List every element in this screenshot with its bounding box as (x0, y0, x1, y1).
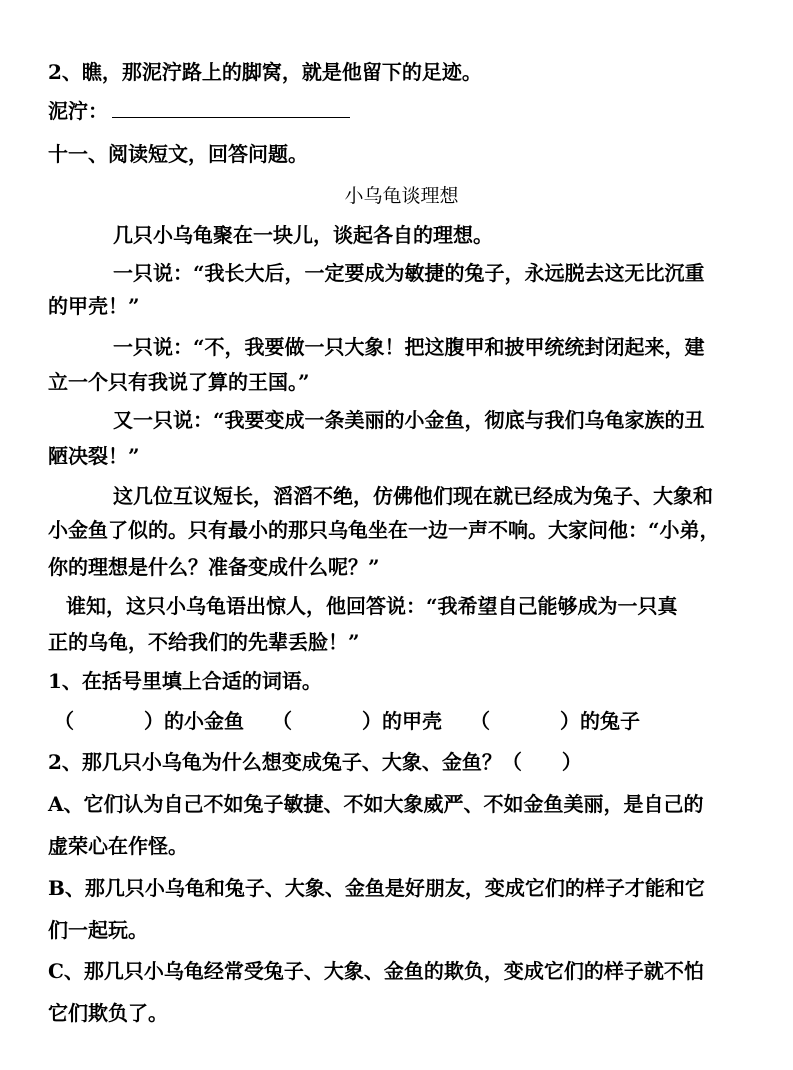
story-line: 这几位互议短长，滔滔不绝，仿佛他们现在就已经成为兔子、大象和 (113, 484, 713, 508)
option-b-line1: B、那几只小乌龟和兔子、大象、金鱼是好朋友，变成它们的样子才能和它 (48, 876, 705, 900)
story-line: 正的乌龟，不给我们的先辈丢脸！” (48, 630, 360, 654)
fill-item[interactable]: （ ）的甲壳 (272, 709, 442, 733)
q1-prompt: 1、在括号里填上合适的词语。 (48, 669, 322, 693)
q2-word-line (48, 97, 350, 125)
story-line: 陋决裂！” (48, 444, 140, 468)
story-line: 一只说：“我长大后，一定要成为敏捷的兔子，永远脱去这无比沉重 (113, 261, 705, 285)
option-a-line2: 虚荣心在作怪。 (48, 834, 188, 858)
section-heading: 十一、阅读短文，回答问题。 (48, 142, 308, 166)
q1-fill-row (54, 707, 640, 735)
story-line: 一只说：“不，我要做一只大象！把这腹甲和披甲统统封闭起来，建 (113, 335, 705, 359)
fill-item[interactable]: （ ）的小金鱼 (54, 709, 244, 733)
story-line: 你的理想是什么？准备变成什么呢？” (48, 555, 380, 579)
option-c-line1: C、那几只小乌龟经常受兔子、大象、金鱼的欺负，变成它们的样子就不怕 (48, 959, 704, 983)
story-line: 立一个只有我说了算的王国。” (48, 370, 310, 394)
story-line: 的甲壳！” (48, 294, 140, 318)
option-b-line2: 们一起玩。 (48, 918, 148, 942)
q2-word-label: 泥泞： (48, 99, 108, 123)
q2-sentence: 2、瞧，那泥泞路上的脚窝，就是他留下的足迹。 (48, 60, 482, 84)
answer-blank[interactable] (112, 97, 350, 118)
q2-prompt: 2、那几只小乌龟为什么想变成兔子、大象、金鱼？（ ） (48, 750, 582, 774)
story-line: 小金鱼了似的。只有最小的那只乌龟坐在一边一声不响。大家问他：“小弟， (48, 518, 720, 542)
story-line: 几只小乌龟聚在一块儿，谈起各自的理想。 (113, 223, 493, 247)
option-c-line2: 它们欺负了。 (48, 1001, 168, 1025)
fill-item[interactable]: （ ）的兔子 (470, 709, 640, 733)
story-line: 又一只说：“我要变成一条美丽的小金鱼，彻底与我们乌龟家族的丑 (113, 408, 705, 432)
option-a-line1: A、它们认为自己不如兔子敏捷、不如大象威严、不如金鱼美丽，是自己的 (48, 792, 704, 816)
story-line: 谁知，这只小乌龟语出惊人，他回答说：“我希望自己能够成为一只真 (66, 594, 678, 618)
story-title: 小乌龟谈理想 (344, 185, 459, 207)
